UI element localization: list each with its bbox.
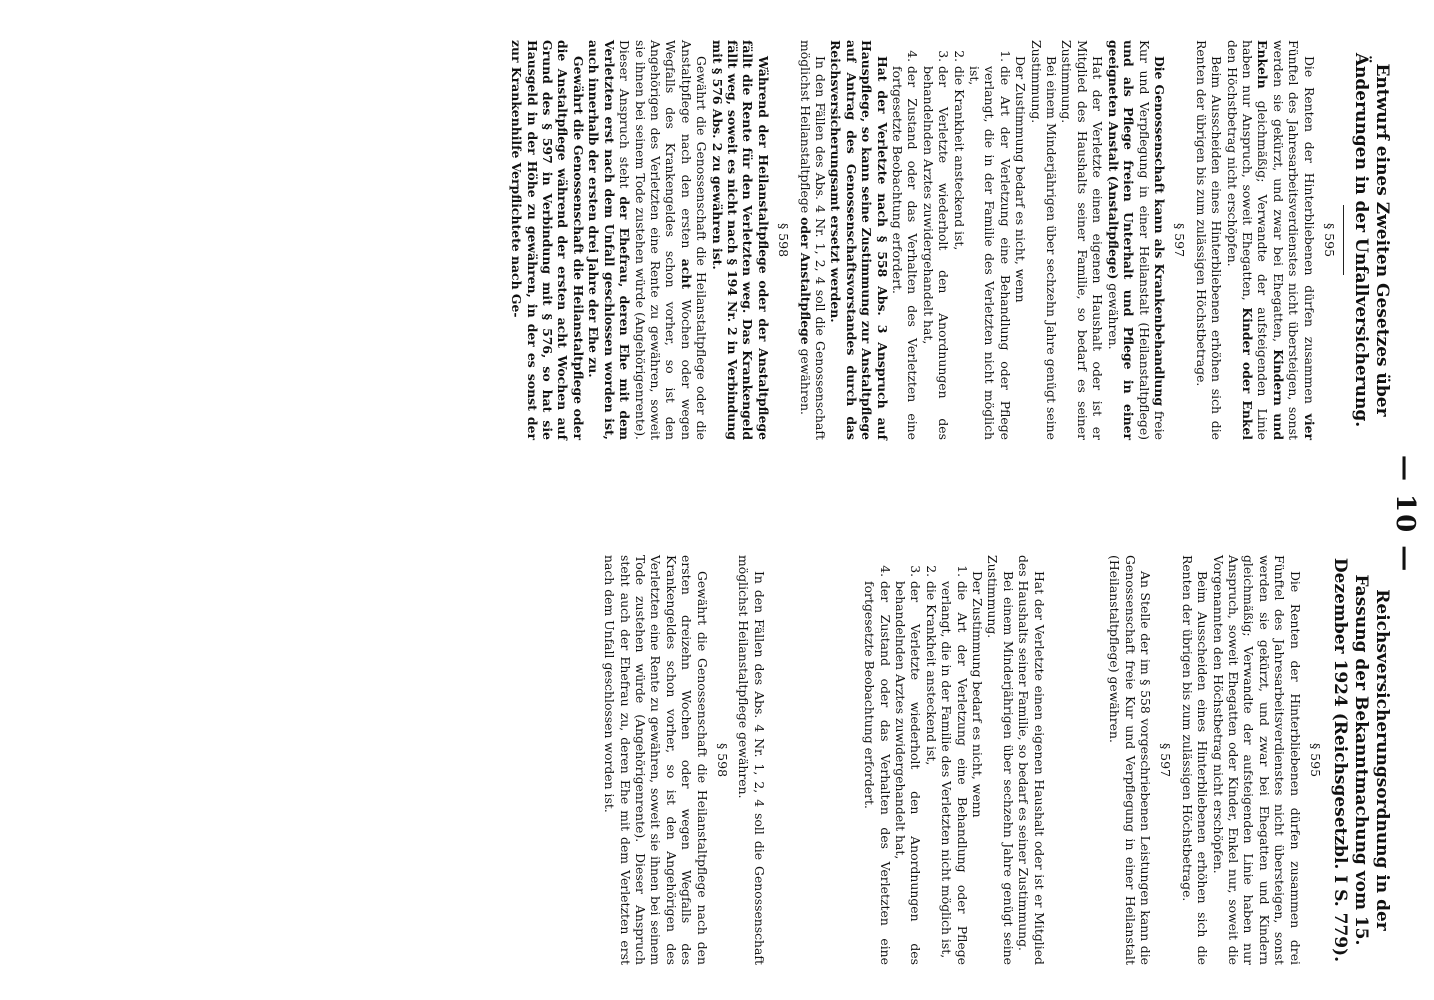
current-s595-heading: § 595: [1308, 742, 1323, 778]
digitization-credit: [0, 606, 1, 978]
current-s597-p4: Der Zustimmung bedarf es nicht, wenn: [970, 571, 986, 818]
title-rule: [1343, 205, 1344, 275]
current-s595-p2: Beim Ausscheiden eines Hinterbliebenen erhöhen sich die Renten der übrigen bis zum zulässigen Höchstbetrage.: [1179, 555, 1211, 965]
spacer: [767, 555, 862, 965]
current-s598-p1: Gewährt die Genossenschaft die Heilanstaltpflege nach den ersten dreizehn Wochen oder wegen Wegfalls des Krankengeldes schon vorher, so ist den Angehörigen des Verletzten eine Rente zu gewähren, soweit sie ihnen bei seinem Tode zustehen würde (Angehörigenrente). Dieser Anspruch steht auch der Ehefrau zu, deren Ehe mit dem Verletzten erst nach dem Unfall geschlossen worden ist.: [602, 555, 710, 965]
draft-s597-p2: Hat der Verletzte einen eigenen Haushalt oder ist er Mitglied des Haushalts seiner Familie, so bedarf es seiner Zustimmung.: [1059, 40, 1106, 440]
list-item: 2. die Krankheit ansteckend ist,: [951, 66, 966, 440]
current-law-title: Reichsversicherungsordnung in der Fassung der Bekanntmachung vom 15. Dezember 1924 (Reichsgesetzbl. I S. 779).: [1330, 557, 1392, 963]
draft-s595-heading: § 595: [1322, 222, 1337, 258]
current-law-column: [602, 555, 1392, 965]
current-s597-p3: Bei einem Minderjährigen über sechzehn Jahre genügt seine Zustimmung.: [985, 555, 1016, 965]
draft-s598-p1: Während der Heilanstaltpflege oder der Anstaltpflege fällt die Rente für den Verletzten weg. Das Krankengeld fällt weg, soweit es nicht nach § 194 Nr. 2 in Verbindung mit § 576 Abs. 2 zu gewähren ist.: [709, 40, 771, 440]
current-s595-p1: Die Renten der Hinterbliebenen dürfen zusammen drei Fünftel des Jahresarbeitsverdienstes nicht übersteigen, sonst werden sie gekürzt, und zwar bei Ehegatten und Kindern gleichmäßig; Verwandte der aufsteigenden Linie haben nur Anspruch, soweit Ehegatten oder Kinder, Enkel nur, soweit die Vorgenannten den Höchstbetrag nicht erschöpfen.: [1210, 555, 1303, 965]
draft-s597-list: [890, 40, 1013, 440]
list-item: 1. die Art der Verletzung eine Behandlung oder Pflege verlangt, die in der Familie des Verletzten nicht möglich ist,: [967, 66, 1013, 440]
draft-s598-heading: § 598: [776, 222, 792, 258]
list-item: 3. der Verletzte wiederholt den Anordnungen des behandelnden Arztes zuwidergehandelt hat,: [893, 581, 924, 965]
list-item: 4. der Zustand oder das Verhalten des Verletzten eine fortgesetzte Beobachtung erfordert.: [862, 581, 893, 965]
list-item: 3. der Verletzte wiederholt den Anordnungen des behandelnden Arztes zuwidergehandelt hat,: [920, 66, 951, 440]
list-item: 1. die Art der Verletzung eine Behandlung oder Pflege verlangt, die in der Familie des Verletzten nicht möglich ist,: [939, 581, 970, 965]
current-s597-list: [862, 555, 970, 965]
draft-column: [509, 40, 1392, 440]
current-s598-heading: § 598: [715, 742, 731, 778]
current-s597-p1: An Stelle der im § 558 vorgeschriebenen Leistungen kann die Genossenschaft freie Kur und Verpflegung in einer Heilanstalt (Heilanstaltpflege) gewähren.: [1107, 555, 1153, 965]
draft-s598-p3: Gewährt die Genossenschaft die Heilanstaltpflege oder die Anstaltpflege während der ersten acht Wochen auf Grund des § 597 in Verbindung mit § 576, so hat sie Hausgeld in der Höhe zu gewähren, in der es sonst der zur Krankenhilfe Verpflichtete nach Ge-: [509, 40, 586, 440]
draft-s598-p2: Gewährt die Genossenschaft die Heilanstaltpflege oder die Anstaltpflege nach den ersten acht Wochen oder wegen Wegfalls des Krankengeldes schon vorher, so ist den Angehörigen des Verletzten eine Rente zu gewähren, soweit sie ihnen bei seinem Tode zustehen würde (Angehörigenrente). Dieser Anspruch steht der Ehefrau, deren Ehe mit dem Verletzten erst nach dem Unfall geschlossen worden ist, auch innerhalb der ersten drei Jahre der Ehe zu.: [586, 40, 710, 440]
spacer: [1047, 555, 1107, 965]
draft-s597-p5: Hat der Verletzte nach § 558 Abs. 3 Anspruch auf Hauspflege, so kann seine Zustimmung zur Anstaltpflege auf Antrag des Genossenschaftsvorstandes durch das Reichsversicherungsamt ersetzt werden.: [828, 40, 890, 440]
current-s597-p2: Hat der Verletzte einen eigenen Haushalt oder ist er Mitglied des Haushalts seiner Familie, so bedarf es seiner Zustimmung.: [1016, 555, 1047, 965]
current-s597-heading: § 597: [1158, 742, 1174, 778]
draft-s595-p1: Die Renten der Hinterbliebenen dürfen zusammen vier Fünftel des Jahresarbeitsverdienstes nicht übersteigen, sonst werden sie gekürzt, und zwar bei Ehegatten, Kindern und Enkeln gleichmäßig; Verwandte der aufsteigenden Linie haben nur Anspruch, soweit Ehegatten, Kinder oder Enkel den Höchstbetrag nicht erschöpfen.: [1224, 40, 1317, 440]
list-item: 2. die Krankheit ansteckend ist,: [923, 581, 938, 965]
current-s597-p5: In den Fällen des Abs. 4 Nr. 1, 2, 4 soll die Genossenschaft möglichst Heilanstaltpflege gewähren.: [736, 555, 767, 965]
page-number: — 10 —: [1390, 455, 1420, 574]
draft-s597-p4: Der Zustimmung bedarf es nicht, wenn: [1013, 56, 1029, 303]
list-item: 4. der Zustand oder das Verhalten des Verletzten eine fortgesetzte Beobachtung erfordert.: [890, 66, 921, 440]
draft-title: Entwurf eines Zweiten Gesetzes über Änderungen in der Unfallversicherung.: [1351, 52, 1392, 428]
draft-s595-p2: Beim Ausscheiden eines Hinterbliebenen erhöhen sich die Renten der übrigen bis zum zulässigen Höchstbetrage.: [1193, 40, 1225, 440]
draft-s597-p6: In den Fällen des Abs. 4 Nr. 1, 2, 4 soll die Genossenschaft möglichst Heilanstaltpflege oder Anstaltpflege gewähren.: [797, 40, 828, 440]
draft-s597-heading: § 597: [1172, 222, 1188, 258]
draft-s597-p3: Bei einem Minderjährigen über sechzehn Jahre genügt seine Zustimmung.: [1028, 40, 1060, 440]
draft-s597-p1: Die Genossenschaft kann als Krankenbehandlung freie Kur und Verpflegung in einer Heilanstalt (Heilanstaltpflege) und als Pflege freien Unterhalt und Pflege in einer geeigneten Anstalt (Anstaltpflege) gewähren.: [1105, 40, 1167, 440]
